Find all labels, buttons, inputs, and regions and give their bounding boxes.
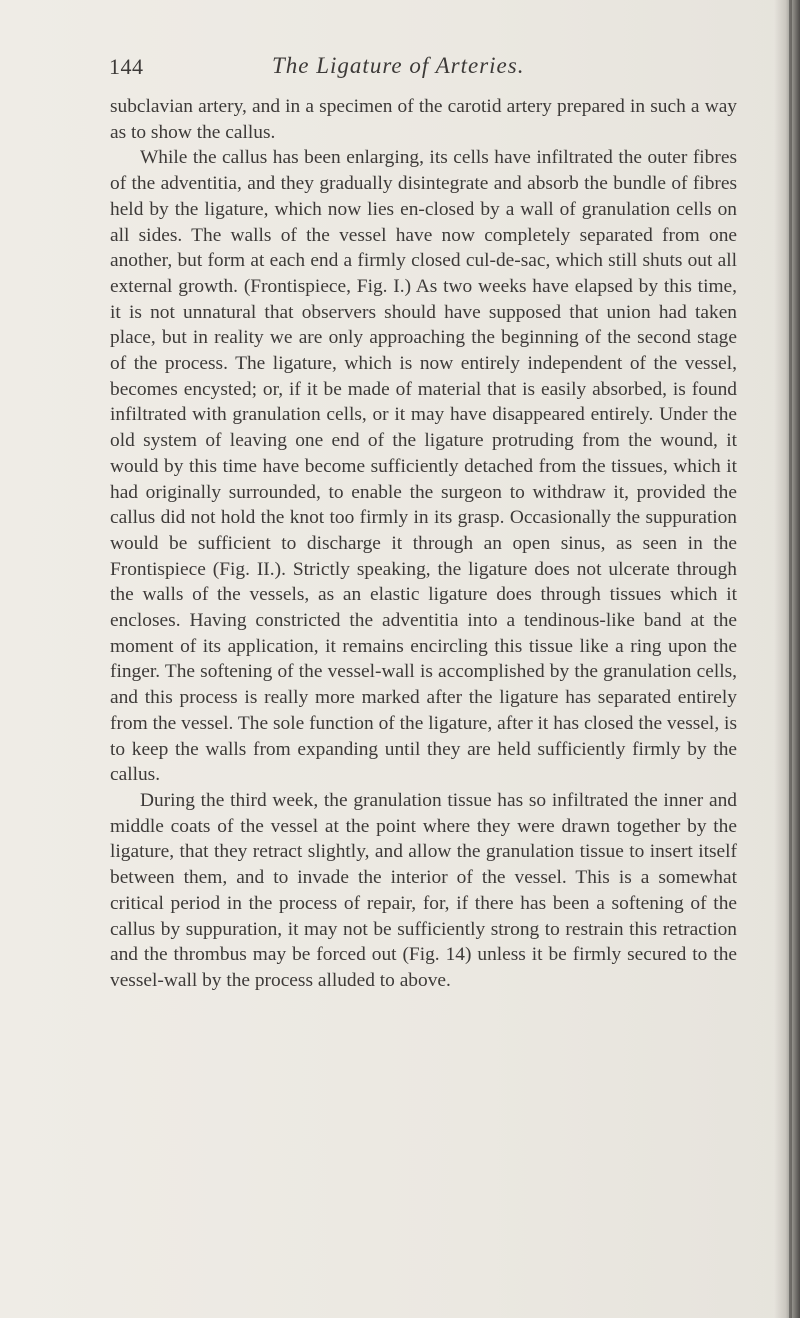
page-edge-line xyxy=(789,0,792,1318)
page-header xyxy=(109,50,769,90)
body-text xyxy=(110,94,737,994)
paragraph: While the callus has been enlarging, its cells have infiltrated the outer fibres of the adventitia, and they gradually disintegrate and absorb the bundle of fibres held by the ligature, which now lies en-closed by a wall of granulation cells on all sides. The walls of the vessel have now completely separated from one another, but form at each end a firmly closed cul-de-sac, which still shuts out all external growth. (Frontispiece, Fig. I.) As two weeks have elapsed by this time, it is not unnatural that observers should have supposed that union had taken place, but in reality we are only approaching the beginning of the second stage of the process. The ligature, which is now entirely independent of the vessel, becomes encysted; or, if it be made of material that is easily absorbed, is found infiltrated with granulation cells, or it may have disappeared entirely. Under the old system of leaving one end of the ligature protruding from the wound, it would by this time have become sufficiently detached from the tissues, which it had originally surrounded, to enable the surgeon to withdraw it, provided the callus did not hold the knot too firmly in its grasp. Occasionally the suppuration would be sufficient to discharge it through an open sinus, as seen in the Frontispiece (Fig. II.). Strictly speaking, the ligature does not ulcerate through the walls of the vessels, as an elastic ligature does through tissues which it encloses. Having constricted the adventitia into a tendinous-like band at the moment of its application, it remains encircling this tissue like a ring upon the finger. The softening of the vessel-wall is accomplished by the granulation cells, and this process is really more marked after the ligature has separated entirely from the vessel. The sole function of the ligature, after it has closed the vessel, is to keep the walls from expanding until they are held sufficiently firmly by the callus. xyxy=(110,147,737,786)
page-edge-shadow xyxy=(774,0,800,1318)
page-number: 144 xyxy=(109,54,144,79)
running-title: The Ligature of Arteries. xyxy=(272,53,525,78)
paragraph: During the third week, the granulation tissue has so infiltrated the inner and middle coats of the vessel at the point where they were drawn together by the ligature, that they retract slightly, and allow the granulation tissue to insert itself between them, and to invade the interior of the vessel. This is a somewhat critical period in the process of repair, for, if there has been a softening of the callus by suppuration, it may not be sufficiently strong to restrain this retraction and the thrombus may be forced out (Fig. 14) unless it be firmly secured to the vessel-wall by the process alluded to above. xyxy=(110,789,737,991)
paragraph: subclavian artery, and in a specimen of the carotid artery prepared in such a way as to show the callus. xyxy=(110,96,737,143)
